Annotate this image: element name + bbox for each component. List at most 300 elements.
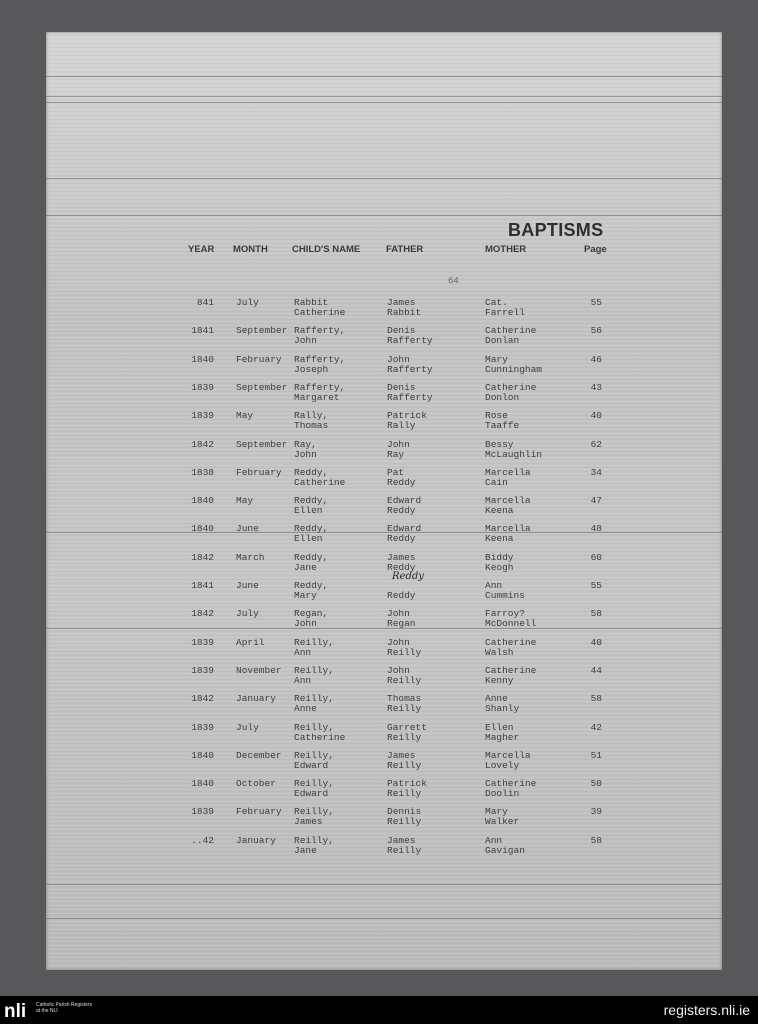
record-month — [236, 326, 287, 336]
record-row — [46, 468, 722, 496]
record-father-line: Reilly — [387, 816, 422, 828]
record-year-line: 1839 — [191, 410, 214, 422]
record-child-name-line: Reilly, — [294, 778, 334, 790]
column-header-month: MONTH — [233, 244, 268, 255]
record-father-line: Denis — [387, 325, 416, 337]
record-year-line: ..42 — [191, 834, 214, 846]
record-child-name-line: Rabbit — [294, 297, 329, 308]
record-mother — [485, 694, 519, 714]
record-year — [186, 723, 214, 733]
record-row — [46, 383, 722, 411]
record-month-line: July — [236, 608, 259, 620]
scan-line — [46, 178, 722, 179]
record-father — [387, 666, 421, 686]
record-month — [236, 355, 282, 365]
record-child-name-line: Ellen — [294, 505, 323, 517]
record-month — [236, 468, 282, 478]
record-month-line: March — [236, 551, 265, 563]
record-mother — [485, 440, 542, 460]
record-month-line: April — [236, 636, 265, 648]
record-page-line: 55 — [590, 580, 602, 591]
footer-org-text: Catholic Parish Registers at the NLI — [36, 1002, 93, 1014]
record-child-name-line: Regan, — [294, 608, 329, 620]
record-child-name — [294, 553, 328, 573]
record-mother-line: McLaughlin — [485, 448, 543, 460]
record-month — [236, 694, 276, 704]
record-year-line: 841 — [196, 297, 214, 308]
record-father-line: Regan — [387, 618, 416, 630]
record-row — [46, 326, 722, 354]
record-father-line: John — [387, 664, 410, 676]
record-row — [46, 779, 722, 807]
record-child-name-line: Reilly, — [294, 749, 334, 761]
column-header-child: CHILD'S NAME — [292, 244, 361, 255]
record-child-name — [294, 355, 345, 375]
record-father-line: Reilly — [387, 731, 422, 743]
handwritten-annotation: Reddy — [392, 571, 424, 582]
record-child-name — [294, 383, 345, 403]
record-year — [186, 807, 214, 817]
record-child-name — [294, 638, 334, 658]
record-father-line: Reilly — [387, 646, 422, 658]
record-month-line: September — [236, 438, 288, 450]
register-title: BAPTISMS — [508, 220, 604, 240]
record-father-line: Reddy — [387, 505, 416, 517]
record-row — [46, 723, 722, 751]
record-row — [46, 807, 722, 835]
record-mother — [485, 383, 536, 403]
record-mother-line: Farroy? — [485, 608, 525, 620]
svg-text:nli: nli — [4, 1001, 27, 1020]
record-page — [586, 553, 602, 563]
record-father-line: Rafferty — [387, 363, 433, 375]
record-month-line: May — [236, 495, 254, 507]
record-year — [186, 383, 214, 393]
record-year — [186, 411, 214, 421]
record-father — [387, 751, 421, 771]
record-child-name-line: Catherine — [294, 731, 346, 743]
record-row — [46, 666, 722, 694]
record-father-line: John — [387, 636, 410, 648]
record-father — [387, 468, 416, 488]
record-year — [186, 468, 214, 478]
record-page-line: 46 — [590, 353, 602, 365]
record-mother-line: Catherine — [485, 381, 537, 393]
record-father-line: Rafferty — [387, 335, 433, 347]
record-father — [387, 694, 421, 714]
record-year-line: 1842 — [191, 693, 214, 705]
record-month — [236, 383, 287, 393]
record-year — [186, 326, 214, 336]
record-year — [186, 524, 214, 534]
record-mother-line: Bessy — [485, 438, 514, 450]
record-mother — [485, 807, 519, 827]
record-year-line: 1841 — [191, 325, 214, 337]
record-child-name — [294, 694, 334, 714]
record-mother-line: Catherine — [485, 664, 537, 676]
record-month-line: September — [236, 325, 288, 337]
record-row — [46, 609, 722, 637]
record-child-name-line: Reilly, — [294, 834, 334, 846]
record-child-name — [294, 581, 328, 601]
record-father-line: Reilly — [387, 759, 422, 771]
record-month-line: December — [236, 749, 282, 761]
record-page — [586, 326, 602, 336]
record-month — [236, 638, 265, 648]
record-month-line: February — [236, 466, 282, 478]
record-year-line: 1839 — [191, 381, 214, 393]
record-row — [46, 298, 722, 326]
record-month-line: October — [236, 778, 276, 790]
record-year-line: 1840 — [191, 778, 214, 790]
record-father — [387, 553, 416, 573]
record-child-name-line: Reilly, — [294, 664, 334, 676]
record-page-line: 58 — [590, 608, 602, 620]
record-father-line: John — [387, 608, 410, 620]
record-row — [46, 751, 722, 779]
record-child-name-line: Anne — [294, 703, 317, 715]
record-father-line: Pat — [387, 466, 405, 478]
record-child-name — [294, 440, 317, 460]
record-child-name-line: Jane — [294, 561, 317, 573]
record-page-line: 48 — [590, 523, 602, 535]
record-mother-line: Keogh — [485, 561, 514, 573]
record-mother-line: Mary — [485, 806, 508, 818]
record-row — [46, 524, 722, 552]
record-child-name-line: Catherine — [294, 476, 346, 488]
record-page — [586, 524, 602, 534]
record-mother-line: Marcella — [485, 523, 531, 535]
record-mother-line: Keena — [485, 505, 514, 517]
record-mother — [485, 496, 531, 516]
record-page — [586, 411, 602, 421]
record-year-line: 1839 — [191, 806, 214, 818]
record-month — [236, 836, 276, 846]
record-child-name — [294, 836, 334, 856]
record-mother-line: Walker — [485, 816, 520, 828]
record-child-name-line: Reddy, — [294, 523, 329, 535]
record-child-name-line: John — [294, 618, 317, 630]
record-child-name-line: John — [294, 335, 317, 347]
record-child-name-line: Jane — [294, 844, 317, 856]
record-father-line: Edward — [387, 523, 422, 535]
record-father-line: Ray — [387, 448, 405, 460]
record-page — [586, 496, 602, 506]
record-month — [236, 298, 259, 308]
record-year-line: 1839 — [191, 721, 214, 733]
record-father-line: Rafferty — [387, 391, 433, 403]
record-month — [236, 496, 253, 506]
record-page — [586, 694, 602, 704]
record-mother — [485, 836, 525, 856]
record-child-name — [294, 468, 345, 488]
record-month — [236, 609, 259, 619]
record-father-line: Reddy — [387, 476, 416, 488]
record-mother-line: Keena — [485, 533, 514, 545]
record-mother-line: Catherine — [485, 636, 537, 648]
record-month-line: September — [236, 381, 288, 393]
record-father-line: Reddy — [387, 561, 416, 573]
record-mother-line: Donlon — [485, 391, 520, 403]
record-row — [46, 638, 722, 666]
record-year-line: 1839 — [191, 636, 214, 648]
record-page-line: 34 — [590, 466, 602, 478]
record-year — [186, 779, 214, 789]
footer-bar — [0, 996, 758, 1024]
record-child-name-line: Ann — [294, 646, 312, 658]
record-child-name — [294, 411, 328, 431]
record-father-line: Rabbit — [387, 307, 422, 318]
record-year — [186, 553, 214, 563]
record-father-line: Dennis — [387, 806, 422, 818]
record-child-name-line: Rafferty, — [294, 381, 346, 393]
record-father-line: James — [387, 297, 416, 308]
record-mother — [485, 298, 525, 318]
record-father-line: James — [387, 834, 416, 846]
record-mother-line: Doolin — [485, 788, 520, 800]
record-page — [586, 355, 602, 365]
record-page-line: 39 — [590, 806, 602, 818]
record-mother — [485, 638, 536, 658]
record-page-line: 47 — [590, 495, 602, 507]
record-father-line: John — [387, 353, 410, 365]
record-page-line: 62 — [590, 438, 602, 450]
record-year — [186, 666, 214, 676]
record-page — [586, 751, 602, 761]
record-month — [236, 524, 259, 534]
record-father-line: John — [387, 438, 410, 450]
record-year — [186, 694, 214, 704]
record-mother-line: Shanly — [485, 703, 520, 715]
record-child-name-line: Rafferty, — [294, 353, 346, 365]
record-mother — [485, 723, 519, 743]
record-child-name-line: Catherine — [294, 307, 346, 318]
record-father — [387, 524, 421, 544]
record-month-line: January — [236, 834, 276, 846]
record-child-name — [294, 723, 345, 743]
record-page — [586, 581, 602, 591]
record-month-line: January — [236, 693, 276, 705]
record-page-line: 60 — [590, 551, 602, 563]
record-father — [387, 440, 410, 460]
record-month — [236, 553, 265, 563]
record-row — [46, 411, 722, 439]
record-child-name-line: Reddy, — [294, 580, 329, 591]
column-header-mother: MOTHER — [485, 244, 527, 255]
record-mother-line: Gavigan — [485, 844, 525, 856]
record-row — [46, 440, 722, 468]
record-mother-line: Walsh — [485, 646, 514, 658]
record-father-line: Reddy — [387, 590, 416, 601]
record-month — [236, 440, 287, 450]
record-year-line: 1838 — [191, 466, 214, 478]
record-father-line: Reilly — [387, 703, 422, 715]
record-child-name — [294, 496, 328, 516]
record-mother-line: Catherine — [485, 778, 537, 790]
record-page — [586, 298, 602, 308]
record-mother-line: Cummins — [485, 590, 525, 601]
record-child-name-line: Joseph — [294, 363, 329, 375]
record-mother — [485, 581, 525, 601]
record-mother-line: Farrell — [485, 307, 525, 318]
record-page — [586, 468, 602, 478]
record-mother-line: Taaffe — [485, 420, 520, 432]
record-child-name-line: Edward — [294, 788, 329, 800]
record-mother — [485, 751, 531, 771]
record-mother-line: Cat. — [485, 297, 508, 308]
record-page-line: 58 — [590, 693, 602, 705]
record-mother-line: Donlan — [485, 335, 520, 347]
record-year — [186, 751, 214, 761]
record-mother — [485, 553, 514, 573]
record-year-line: 1840 — [191, 749, 214, 761]
record-child-name-line: Rafferty, — [294, 325, 346, 337]
record-child-name — [294, 751, 334, 771]
record-mother-line: Ann — [485, 834, 503, 846]
record-child-name-line: James — [294, 816, 323, 828]
record-month — [236, 751, 282, 761]
record-page — [586, 609, 602, 619]
register-page — [46, 32, 722, 970]
record-mother-line: McDonnell — [485, 618, 537, 630]
record-mother — [485, 326, 536, 346]
record-year — [186, 496, 214, 506]
record-mother-line: Anne — [485, 693, 508, 705]
scan-line — [46, 884, 722, 885]
record-page-line: 56 — [590, 325, 602, 337]
record-year — [186, 609, 214, 619]
record-father — [387, 581, 416, 601]
record-page — [586, 383, 602, 393]
record-month — [236, 411, 253, 421]
record-child-name-line: Reilly, — [294, 693, 334, 705]
record-mother — [485, 779, 536, 799]
record-father-line: James — [387, 551, 416, 563]
scan-line — [46, 918, 722, 919]
record-father — [387, 326, 433, 346]
record-father-line: Patrick — [387, 778, 427, 790]
record-year — [186, 298, 214, 308]
record-page — [586, 638, 602, 648]
record-mother-line: Cain — [485, 476, 508, 488]
footer-site-link[interactable]: registers.nli.ie — [663, 1002, 750, 1018]
record-father-line: Reilly — [387, 844, 422, 856]
record-row — [46, 496, 722, 524]
record-mother-line: Marcella — [485, 495, 531, 507]
record-child-name — [294, 609, 328, 629]
record-child-name-line: Rally, — [294, 410, 329, 422]
record-mother-line: Magher — [485, 731, 520, 743]
record-father-line: Reilly — [387, 788, 422, 800]
record-father — [387, 723, 427, 743]
record-child-name — [294, 326, 345, 346]
record-month — [236, 581, 259, 591]
record-year — [186, 581, 214, 591]
record-child-name-line: Thomas — [294, 420, 329, 432]
record-mother — [485, 355, 542, 375]
record-father — [387, 355, 433, 375]
record-mother-line: Rose — [485, 410, 508, 422]
record-month-line: February — [236, 353, 282, 365]
record-child-name-line: Edward — [294, 759, 329, 771]
record-father — [387, 779, 427, 799]
record-father — [387, 496, 421, 516]
column-header-father: FATHER — [386, 244, 424, 255]
record-month-line: July — [236, 721, 259, 733]
record-father-line: Rally — [387, 420, 416, 432]
record-page-line: 51 — [590, 749, 602, 761]
record-mother-line: Kenny — [485, 674, 514, 686]
record-child-name-line: Ellen — [294, 533, 323, 545]
record-page — [586, 723, 602, 733]
record-page — [586, 666, 602, 676]
column-header-page: Page — [584, 244, 607, 255]
record-month-line: June — [236, 580, 259, 591]
record-child-name — [294, 298, 345, 318]
scan-line — [46, 102, 722, 103]
record-child-name-line: Margaret — [294, 391, 340, 403]
record-child-name-line: Mary — [294, 590, 317, 601]
column-header-year: YEAR — [188, 244, 215, 255]
record-page-line: 50 — [590, 778, 602, 790]
record-page-line: 40 — [590, 410, 602, 422]
record-child-name-line: Reddy, — [294, 466, 329, 478]
record-month — [236, 779, 276, 789]
record-year — [186, 355, 214, 365]
record-father-line: Reilly — [387, 674, 422, 686]
record-year-line: 1839 — [191, 664, 214, 676]
record-mother — [485, 411, 519, 431]
record-month — [236, 723, 259, 733]
record-page — [586, 807, 602, 817]
record-father — [387, 383, 433, 403]
record-year — [186, 638, 214, 648]
record-father-line: Reddy — [387, 533, 416, 545]
record-year-line: 1842 — [191, 608, 214, 620]
record-father-line: Denis — [387, 381, 416, 393]
record-mother-line: Lovely — [485, 759, 520, 771]
record-page — [586, 440, 602, 450]
record-row — [46, 694, 722, 722]
record-mother — [485, 524, 531, 544]
scan-line — [46, 76, 722, 77]
record-month-line: May — [236, 410, 254, 422]
record-month-line: June — [236, 523, 259, 535]
record-mother — [485, 468, 531, 488]
record-month-line: February — [236, 806, 282, 818]
record-page-line: 58 — [590, 834, 602, 846]
record-year-line: 1840 — [191, 495, 214, 507]
record-father-line: Garrett — [387, 721, 427, 733]
record-child-name — [294, 779, 334, 799]
record-year — [186, 836, 214, 846]
record-year-line: 1840 — [191, 523, 214, 535]
record-child-name-line: Reilly, — [294, 721, 334, 733]
record-mother-line: Catherine — [485, 325, 537, 337]
record-child-name-line: Ann — [294, 674, 312, 686]
record-mother-line: Marcella — [485, 466, 531, 478]
record-child-name — [294, 807, 334, 827]
record-row — [46, 355, 722, 383]
record-page-line: 44 — [590, 664, 602, 676]
record-page-line: 42 — [590, 721, 602, 733]
record-father-line: Thomas — [387, 693, 422, 705]
record-father — [387, 298, 421, 318]
record-page — [586, 779, 602, 789]
record-page-line: 40 — [590, 636, 602, 648]
record-year-line: 1841 — [191, 580, 214, 591]
record-page-line: 55 — [590, 297, 602, 308]
